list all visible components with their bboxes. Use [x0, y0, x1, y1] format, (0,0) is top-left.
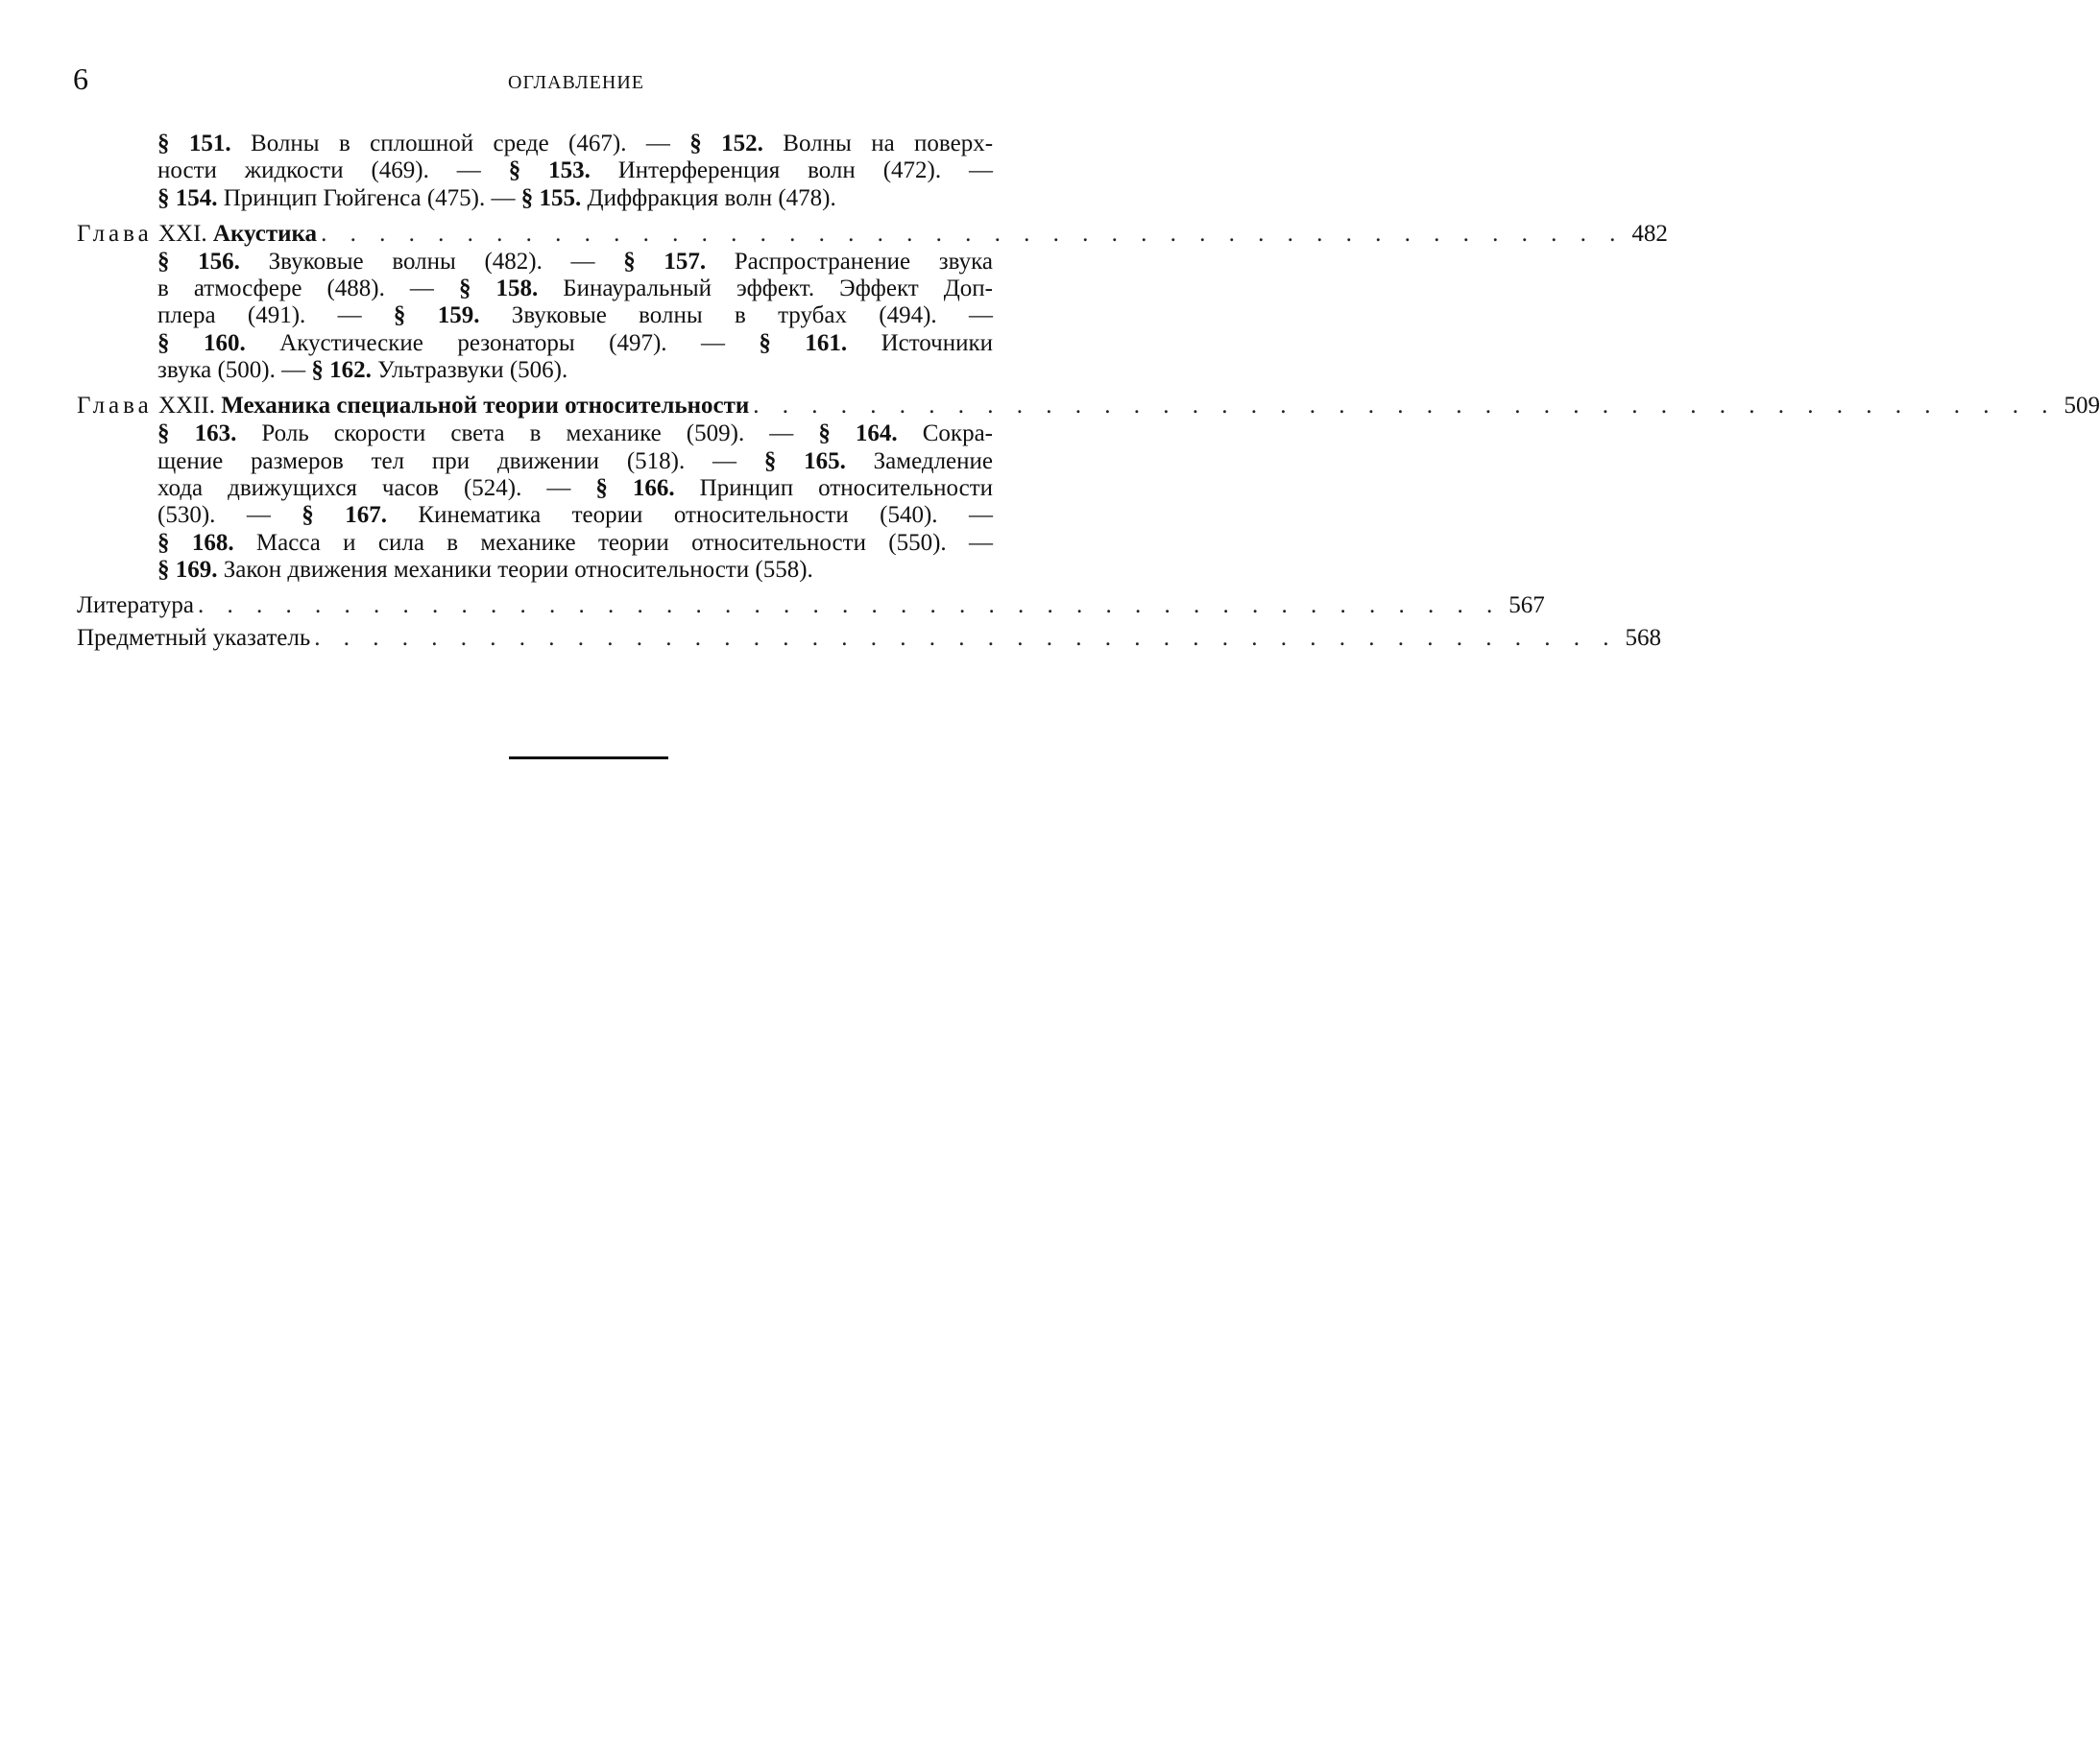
table-of-contents	[77, 131, 2100, 653]
section-line	[157, 276, 993, 302]
section-number: § 164.	[818, 420, 898, 447]
section-text: щение размеров тел при движении (518). —	[157, 447, 764, 474]
section-number: § 153.	[508, 157, 591, 184]
dot-leader: . . . . . . . . . . . . . . . . . . . . . . . . . . . . . . . . . . . . . . . . . . . . .	[321, 220, 1625, 247]
chapter-heading	[77, 220, 317, 249]
section-text: в атмосфере (488). —	[157, 276, 459, 302]
section-text: плера (491). —	[157, 302, 394, 329]
section-text: (530). —	[157, 502, 302, 529]
section-number: § 161.	[759, 329, 848, 356]
section-text: Интерференция волн (472). —	[590, 157, 993, 184]
section-number: § 156.	[157, 248, 240, 275]
section-text: Принцип относительности	[674, 474, 993, 501]
section-text: Замедление	[845, 447, 994, 474]
section-number: § 169.	[157, 556, 218, 583]
section-line	[157, 420, 993, 447]
end-rule	[509, 756, 668, 759]
section-line	[157, 357, 993, 384]
section-text: Масса и сила в механике теории относительности (550). —	[233, 529, 994, 556]
page-reference: 567	[1509, 592, 1545, 619]
section-number: § 155.	[520, 184, 582, 211]
section-text: Звуковые волны (482). —	[239, 248, 624, 275]
section-text: Звуковые волны в трубах (494). —	[479, 302, 993, 329]
section-list	[157, 131, 993, 212]
section-number: § 159.	[393, 302, 480, 329]
page-number: 6	[73, 61, 88, 96]
section-line	[157, 185, 993, 212]
chapter-heading	[77, 392, 749, 420]
section-text: Роль скорости света в механике (509). —	[236, 420, 819, 447]
section-list	[157, 420, 993, 584]
toc-entry-chapter-22[interactable]	[77, 392, 2100, 420]
section-number: § 162.	[311, 357, 372, 384]
section-text: Кинематика теории относительности (540). —	[386, 502, 993, 529]
page-reference: 509	[2064, 393, 2100, 420]
chapter-number: XXI.	[157, 220, 207, 247]
section-text: Принцип Гюйгенса (475). —	[217, 184, 521, 211]
toc-entry-literature[interactable]	[77, 591, 1545, 620]
section-line	[157, 530, 993, 557]
section-text: хода движущихся часов (524). —	[157, 474, 596, 501]
section-text: Волны на поверх-	[762, 131, 994, 156]
section-number: § 160.	[157, 329, 246, 356]
page-reference: 482	[1631, 220, 1668, 247]
section-line	[157, 157, 993, 184]
toc-entry-subject-index[interactable]	[77, 624, 1662, 653]
section-number: § 158.	[458, 276, 539, 302]
section-number: § 168.	[157, 529, 234, 556]
section-line	[157, 131, 993, 157]
dot-leader: . . . . . . . . . . . . . . . . . . . . . . . . . . . . . . . . . . . . . . . . . . . . .	[753, 393, 2057, 420]
section-number: § 157.	[623, 248, 707, 275]
section-line	[157, 302, 993, 329]
section-text: звука (500). —	[157, 357, 312, 384]
section-line	[157, 475, 993, 502]
page-reference: 568	[1625, 625, 1662, 652]
section-line	[157, 330, 993, 357]
toc-entry-chapter-21[interactable]	[77, 220, 1668, 249]
section-line	[157, 557, 993, 584]
section-text: Диффракция волн (478).	[581, 184, 836, 211]
section-number: § 151.	[157, 131, 231, 156]
section-number: § 152.	[689, 131, 763, 156]
section-text: Источники	[847, 329, 994, 356]
chapter-number: XXII.	[157, 393, 215, 420]
section-text: Ультразвуки (506).	[371, 357, 568, 384]
chapter-title: Механика специальной теории относительности	[221, 393, 750, 420]
section-text: Бинауральный эффект. Эффект Доп-	[538, 276, 993, 302]
entry-title: Литература	[77, 592, 194, 619]
section-line	[157, 249, 993, 276]
section-text: Закон движения механики теории относительности (558).	[217, 556, 813, 583]
dot-leader: . . . . . . . . . . . . . . . . . . . . . . . . . . . . . . . . . . . . . . . . . . . . .	[314, 625, 1618, 652]
section-number: § 154.	[157, 184, 218, 211]
section-line	[157, 448, 993, 475]
section-text: Акустические резонаторы (497). —	[245, 329, 760, 356]
running-title: ОГЛАВЛЕНИЕ	[508, 72, 644, 93]
dot-leader: . . . . . . . . . . . . . . . . . . . . . . . . . . . . . . . . . . . . . . . . . . . . .	[198, 592, 1502, 619]
chapter-prefix: Глава	[77, 220, 153, 247]
section-number: § 167.	[302, 502, 387, 529]
section-text: Волны в сплошной среде (467). —	[230, 131, 690, 156]
section-number: § 163.	[157, 420, 237, 447]
entry-title: Предметный указатель	[77, 625, 311, 652]
section-list	[157, 249, 993, 384]
chapter-prefix: Глава	[77, 393, 153, 420]
section-line	[157, 502, 993, 529]
section-number: § 165.	[763, 447, 846, 474]
chapter-title: Акустика	[212, 220, 318, 247]
section-text: Сокра-	[897, 420, 994, 447]
section-number: § 166.	[595, 474, 675, 501]
section-text: ности жидкости (469). —	[157, 157, 509, 184]
section-text: Распространение звука	[706, 248, 993, 275]
